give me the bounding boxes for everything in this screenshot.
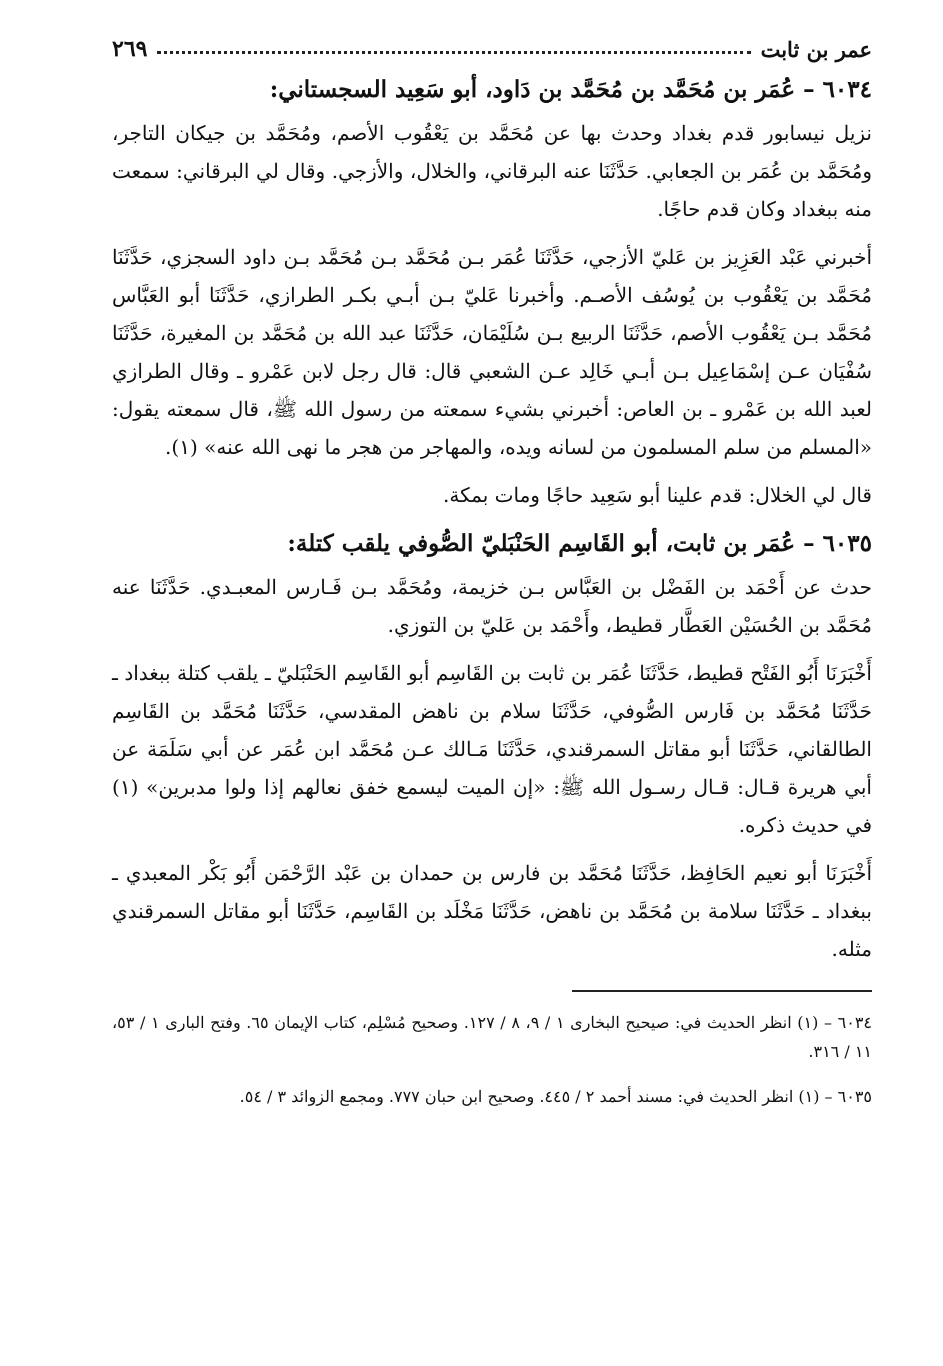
hadith-paragraph: أَخْبَرَنَا أَبُو الفَتْح قطيط، حَدَّثَنَا عُمَر بن ثابت بن القَاسِم أبو القَاسِم الحَنْبَليّ ـ يلقب كتلة ببغداد ـ حَدَّثَنَا مُحَمَّد بن فَارس الصُّوفي، حَدَّثَنَا سلام بن ناهض المقدسي، حَدَّثَنَا مُحَمَّد بن القَاسِم الطالقاني، حَدَّثَنَا أبو مقاتل السمرقندي، حَدَّثَنَا مَـالك عـن مُحَمَّد ابن عُمَر عن أبي سَلَمَة عن أبي هريرة قـال: قـال رسـول الله ﷺ: «إن الميت ليسمع خفق نعالهم إذا ولوا مدبرين» (١) في حديث ذكره. (112, 661, 872, 837)
entry-paragraph: نزيل نيسابور قدم بغداد وحدث بها عن مُحَمَّد بن يَعْقُوب الأصم، ومُحَمَّد بن جيكان التاجر، ومُحَمَّد بن عُمَر بن الجعابي. حَدَّثَنَا عنه البرقاني، والخلال، والأزجي. وقال لي البرقاني: سمعت منه ببغداد وكان قدم حاجًا. (112, 121, 872, 221)
entry-paragraph: قال لي الخلال: قدم علينا أبو سَعِيد حاجًا ومات بمكة. (443, 483, 872, 507)
entry-paragraph: حدث عن أَحْمَد بن الفَضْل بن العَبَّاس بـن خزيمة، ومُحَمَّد بـن فَـارس المعبـدي. حَدَّثَنَا عنه مُحَمَّد بن الحُسَيْن العَطَّار قطيط، وأَحْمَد بن عَليّ بن التوزي. (112, 575, 872, 637)
running-header (112, 28, 872, 62)
running-title: عمر بن ثابت (760, 37, 872, 62)
footnote-divider-wrap (112, 990, 872, 992)
book-page (112, 28, 872, 1115)
dotted-leader (157, 50, 750, 54)
footnote-divider (572, 990, 872, 992)
page-number: ٢٦٩ (112, 36, 148, 62)
entry-6035 (112, 524, 872, 968)
hadith-paragraph: أخبرني عَبْد العَزِيز بن عَليّ الأزجي، حَدَّثَنَا عُمَر بـن مُحَمَّد بـن مُحَمَّد بـن داود السجزي، حَدَّثَنَا مُحَمَّد بن يَعْقُوب بن يُوسُف الأصـم. وأخبرنا عَليّ بـن أبـي بكـر الطرازي، حَدَّثَنَا أبو العَبَّاس مُحَمَّد بـن يَعْقُوب الأصم، حَدَّثَنَا الربيع بـن سُلَيْمَان، حَدَّثَنَا عبد الله بن مُحَمَّد بن المغيرة، حَدَّثَنَا سُفْيَان عـن إسْمَاعِيل بـن أبـي خَالِد عـن الشعبي قال: قال رجل لابن عَمْرو ـ وقال الطرازي لعبد الله بن عَمْرو ـ بن العاص: أخبرني بشيء سمعته من رسول الله ﷺ، قال سمعته يقول: «المسلم من سلم المسلمون من لسانه ويده، والمهاجر من هجر ما نهى الله عنه» (١). (112, 245, 872, 459)
entry-heading: ٦٠٣٤ – عُمَر بن مُحَمَّد بن مُحَمَّد بن دَاود، أبو سَعِيد السجستاني: (269, 76, 872, 103)
footnotes (112, 1008, 872, 1111)
entry-6034 (112, 70, 872, 514)
footnote: ٦٠٣٤ – (١) انظر الحديث في: صيحيح البخارى ١ / ٩، ٨ / ١٢٧. وصحيح مُسْلِم، كتاب الإيمان ٦٥. وفتح البارى ١ / ٥٣، ١١ / ٣١٦. (112, 1013, 873, 1061)
footnote: ٦٠٣٥ – (١) انظر الحديث في: مسند أحمد ٢ / ٤٤٥. وصحيح ابن حبان ٧٧٧. ومجمع الزوائد ٣ / ٥٤. (239, 1087, 872, 1106)
entry-heading: ٦٠٣٥ – عُمَر بن ثابت، أبو القَاسِم الحَنْبَليّ الصُّوفي يلقب كتلة: (287, 530, 872, 557)
hadith-paragraph: أَخْبَرَنَا أبو نعيم الحَافِظ، حَدَّثَنَا مُحَمَّد بن فارس بن حمدان بن عَبْد الرَّحْمَن أَبُو بَكْر المعبدي ـ ببغداد ـ حَدَّثَنَا سلامة بن مُحَمَّد بن ناهض، حَدَّثَنَا مَخْلَد بن القَاسِم، حَدَّثَنَا أبو مقاتل السمرقندي مثله. (112, 861, 872, 961)
